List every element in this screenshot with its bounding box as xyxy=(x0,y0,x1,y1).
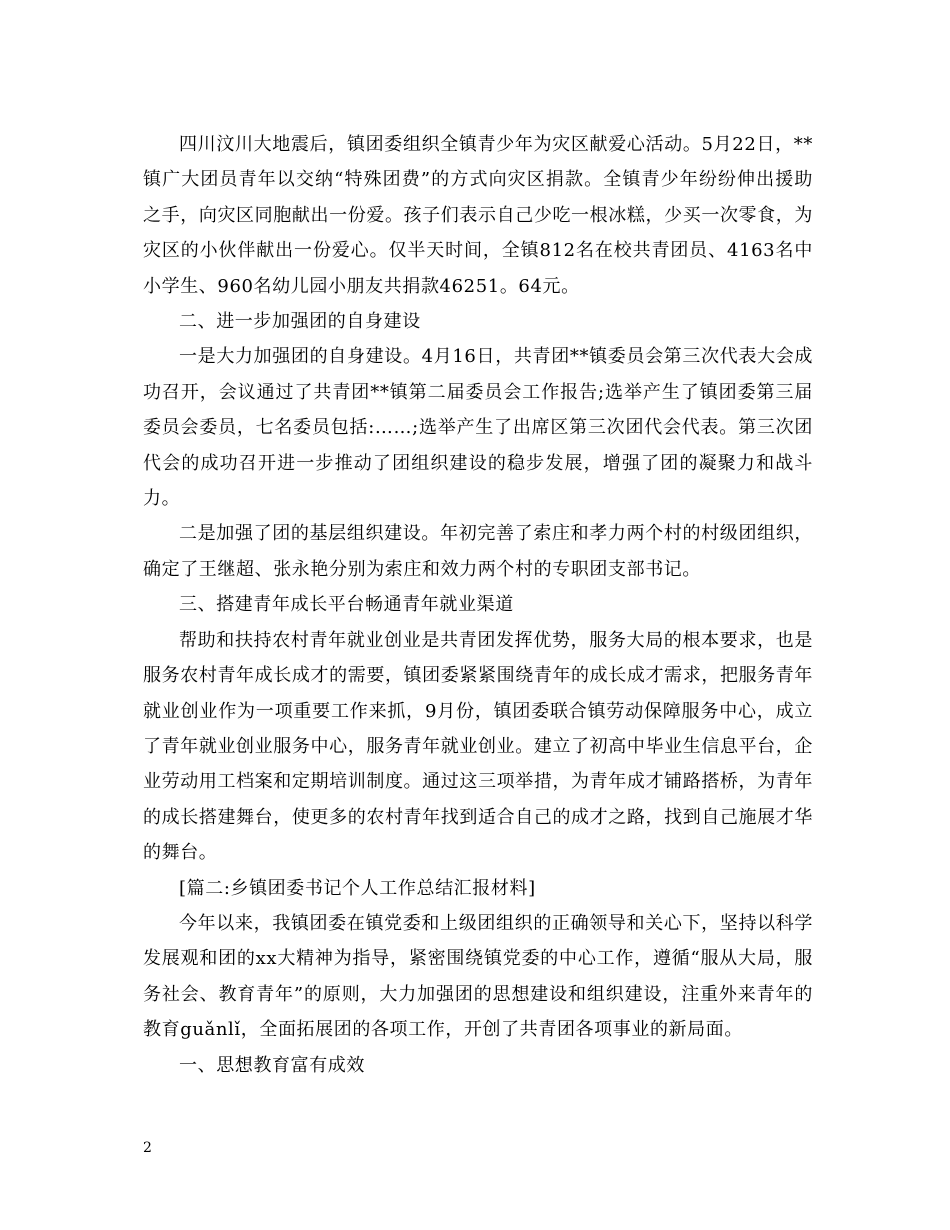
page-number: 2 xyxy=(143,1140,152,1156)
section-heading-ideological-education: 一、思想教育富有成效 xyxy=(179,1054,365,1076)
section-heading-self-building: 二、进一步加强团的自身建设 xyxy=(179,311,421,333)
paragraph-congress: 一是大力加强团的自身建设。4月16日，共青团**镇委员会第三次代表大会成功召开，会议通过了共青团**镇第二届委员会工作报告;选举产生了镇团委第三届委员会委员，七名委员包括:……;选举产生了出席区第三次团代会代表。第三次团代会的成功召开进一步推动了团组织建设的稳步发展，增强了团的凝聚力和战斗力。 xyxy=(143,346,813,510)
paragraph-earthquake-donation: 四川汶川大地震后，镇团委组织全镇青少年为灾区献爱心活动。5月22日，**镇广大团员青年以交纳“特殊团费”的方式向灾区捐款。全镇青少年纷纷伸出援助之手，向灾区同胞献出一份爱。孩子们表示自己少吃一根冰糕，少买一次零食，为灾区的小伙伴献出一份爱心。仅半天时间，全镇812名在校共青团员、4163名中小学生、960名幼儿园小朋友共捐款46251。64元。 xyxy=(143,134,813,297)
document-body xyxy=(143,127,813,1083)
paragraph-grassroots: 二是加强了团的基层组织建设。年初完善了索庄和孝力两个村的村级团组织，确定了王继超、张永艳分别为索庄和效力两个村的专职团支部书记。 xyxy=(143,523,813,580)
paragraph-employment: 帮助和扶持农村青年就业创业是共青团发挥优势，服务大局的根本要求，也是服务农村青年成长成才的需要，镇团委紧紧围绕青年的成长成才需求，把服务青年就业创业作为一项重要工作来抓，9月份，镇团委联合镇劳动保障服务中心，成立了青年就业创业服务中心，服务青年就业创业。建立了初高中毕业生信息平台，企业劳动用工档案和定期培训制度。通过这三项举措，为青年成才铺路搭桥，为青年的成长搭建舞台，使更多的农村青年找到适合自己的成才之路，找到自己施展才华的舞台。 xyxy=(143,629,813,864)
paragraph-intro: 今年以来，我镇团委在镇党委和上级团组织的正确领导和关心下，坚持以科学发展观和团的xx大精神为指导，紧密围绕镇党委的中心工作，遵循“服从大局，服务社会、教育青年”的原则，大力加强团的思想建设和组织建设，注重外来青年的教育guǎnlǐ，全面拓展团的各项工作，开创了共青团各项事业的新局面。 xyxy=(143,912,813,1041)
section-heading-youth-platform: 三、搭建青年成长平台畅通青年就业渠道 xyxy=(179,594,514,616)
article-title-part-two: [篇二:乡镇团委书记个人工作总结汇报材料] xyxy=(179,877,536,899)
